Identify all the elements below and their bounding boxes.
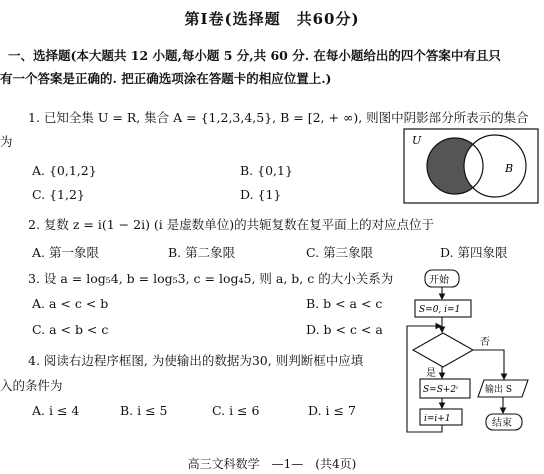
- venn-label-u: U: [412, 134, 422, 147]
- section-instructions-line-1: 一、选择题(本大题共 12 小题,每小题 5 分,共 60 分. 在每小题给出的四个答案中有且只: [8, 48, 501, 63]
- flow-init-label: S=0, i=1: [419, 305, 461, 315]
- program-flowchart: [398, 266, 544, 438]
- question-2-option-b[interactable]: B. 第二象限: [168, 245, 236, 260]
- flow-no-label: 否: [480, 337, 490, 348]
- question-4-option-d[interactable]: D. i ≤ 7: [308, 403, 356, 418]
- question-1-stem: 1. 已知全集 U = R, 集合 A = {1,2,3,4,5}, B = [2, + ∞), 则图中阴影部分所表示的集合: [28, 110, 529, 125]
- venn-label-b: B: [505, 162, 514, 175]
- question-1-stem-cont: 为: [0, 134, 13, 149]
- question-4-option-c[interactable]: C. i ≤ 6: [212, 403, 260, 418]
- question-3-option-b[interactable]: B. b < a < c: [306, 296, 383, 311]
- flow-yes-label: 是: [426, 368, 436, 379]
- flow-update-s-label: S=S+2ⁱ: [423, 385, 458, 395]
- page-title: 第Ⅰ卷(选择题 共60分): [184, 10, 360, 28]
- question-1-option-a[interactable]: A. {0,1,2}: [32, 163, 97, 178]
- flow-end-label: 结束: [492, 418, 512, 429]
- flow-update-i-label: i=i+1: [424, 414, 451, 424]
- section-instructions-line-2: 有一个答案是正确的. 把正确选项涂在答题卡的相应位置上.): [0, 71, 332, 86]
- flow-decision-diamond: [413, 333, 473, 367]
- question-2-option-c[interactable]: C. 第三象限: [306, 245, 374, 260]
- question-3-option-c[interactable]: C. a < b < c: [32, 322, 109, 337]
- question-3-option-a[interactable]: A. a < c < b: [32, 296, 109, 311]
- question-4-stem-cont: 入的条件为: [0, 378, 63, 393]
- question-4-stem: 4. 阅读右边程序框图, 为使输出的数据为30, 则判断框中应填: [28, 353, 364, 368]
- question-4-option-b[interactable]: B. i ≤ 5: [120, 403, 168, 418]
- question-1-option-d[interactable]: D. {1}: [240, 187, 282, 202]
- question-1-option-b[interactable]: B. {0,1}: [240, 163, 293, 178]
- venn-diagram: [403, 128, 541, 206]
- page-footer: 高三文科数学 —1— (共4页): [187, 457, 357, 471]
- flow-start-label: 开始: [429, 275, 449, 286]
- flow-output-label: 输出 S: [485, 385, 513, 395]
- question-2-option-d[interactable]: D. 第四象限: [440, 245, 508, 260]
- question-2-stem: 2. 复数 z = i(1 − 2i) (i 是虚数单位)的共轭复数在复平面上的对应点位于: [28, 217, 435, 232]
- question-2-option-a[interactable]: A. 第一象限: [32, 245, 99, 260]
- question-1-option-c[interactable]: C. {1,2}: [32, 187, 85, 202]
- question-3-stem: 3. 设 a = log₅4, b = log₅3, c = log₄5, 则 a, b, c 的大小关系为: [28, 271, 394, 286]
- question-3-option-d[interactable]: D. b < c < a: [306, 322, 383, 337]
- question-4-option-a[interactable]: A. i ≤ 4: [32, 403, 80, 418]
